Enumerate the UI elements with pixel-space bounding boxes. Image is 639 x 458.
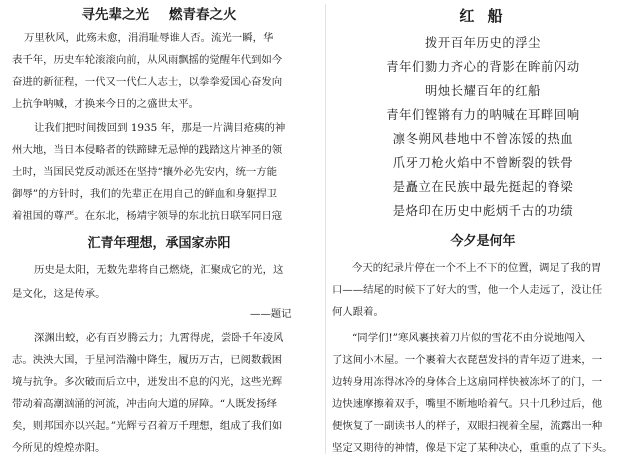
para-1-line: 表千年，历史车轮滚滚向前，从风雨飘摇的觉醒年代到如今 — [12, 54, 283, 66]
poem-line: 明烛长耀百年的红船 — [424, 84, 542, 98]
poem-line: 青年们铿锵有力的呐喊在耳畔回响 — [386, 108, 580, 122]
poem-title: 红 船 — [459, 7, 507, 25]
essay-para-2-line: 便恢复了一副读书人的样子，双眼扫视着全屋，流露出一种 — [332, 420, 603, 432]
para-4-line: 境与抗争。多次破而后立中，迸发出不息的闪光，这些光辉 — [12, 376, 283, 388]
poem-line: 是矗立在民族中最先挺起的脊梁 — [392, 180, 574, 194]
para-2-line: 御辱”的方针时，我们的先辈正在用自己的鲜血和身躯捍卫 — [12, 188, 278, 200]
para-1-line: 万里秋风，此殇未愈，涓涓耻辱谁人否。流光一瞬，华 — [24, 32, 274, 44]
para-4-line: 志。泱泱大国，于星河浩瀚中降生，履历万古，已阅数载困 — [12, 354, 283, 366]
left-heading-2: 汇青年理想，承国家赤阳 — [87, 236, 231, 251]
essay-title: 今夕是何年 — [450, 234, 516, 249]
essay-para-2-line: 了这间小木屋。一个裹着大衣琵琶发抖的青年迈了进来，一 — [332, 354, 603, 366]
para-2-line: 着祖国的尊严。在东北，杨靖宇领导的东北抗日联军同日寇 — [12, 210, 283, 222]
poem-line: 凛冬朔风巷地中不曾冻馁的热血 — [392, 132, 574, 146]
poem-line: 爪牙刀枪火焰中不曾断裂的铁骨 — [392, 156, 574, 170]
essay-para-2-line: 边转身用冻得冰冷的身体合上这扇同样快被冻坏了的门，一 — [332, 376, 603, 388]
poem-line: 青年们勠力齐心的背影在眸前闪动 — [386, 60, 580, 74]
para-2-line: 州大地，当日本侵略者的铁蹄肆无忌惮的践踏这片神圣的领 — [12, 144, 283, 156]
left-title — [0, 6, 318, 24]
para-4-line: 矣，则邦国亦以兴起。”光辉亏召着万千理想，组成了我们如 — [12, 420, 283, 432]
essay-para-1-line: 何人跟着。 — [332, 306, 384, 318]
attribution: ——题记 — [250, 308, 292, 320]
poem-line: 是烙印在历史中彪炳千古的功绩 — [392, 204, 574, 218]
poem-line: 拨开百年历史的浮尘 — [424, 36, 542, 50]
para-2-line: 土时，当国民党反动派还在坚持“攘外必先安内，统一方能 — [12, 166, 278, 178]
essay-para-1-line: 今天的纪录片停在一个不上不下的位置，调足了我的胃 — [352, 262, 602, 274]
para-1-line: 奋进的新征程，一代又一代仁人志士，以拳拳爱国心奋发向 — [12, 76, 283, 88]
essay-para-2-line: 边快速摩擦着双手，嘴里不断地哈着气。只十几秒过后，他 — [332, 398, 603, 410]
para-3-line: 历史是太阳，无数先辈将自己燃烧，汇聚成它的光，这 — [34, 264, 284, 276]
title-part-1: 寻先辈之光 — [81, 7, 149, 23]
column-divider — [325, 4, 326, 454]
para-2-line: 让我们把时间拨回到 1935 年，那是一片满目疮痍的神 — [34, 122, 286, 134]
para-4-line: 带动着高潮汹涌的河流，冲击向大道的屏障。“人既发扬绎 — [12, 398, 278, 410]
essay-para-2-line: “同学们!”寒风裹挟着刀片似的雪花不由分说地闯入 — [352, 332, 586, 344]
para-4-line: 今所见的煌煌赤阳。 — [12, 442, 106, 454]
essay-para-1-line: 口——结尾的时候下了好大的雪，他一个人走远了，没让任 — [332, 284, 603, 296]
para-4-line: 深渊出蛟，必有百岁腾云力；九霄得虎，尝卧千年凌风 — [34, 332, 284, 344]
title-part-2: 燃青春之火 — [169, 7, 237, 23]
para-3-line: 是文化，这是传承。 — [12, 288, 106, 300]
essay-para-2-line: 坚定又期待的神情，像是下定了某种决心，重重的点了下头。 — [332, 442, 613, 454]
para-1-line: 上抗争呐喊，才换来今日的之盛世太平。 — [12, 98, 200, 110]
